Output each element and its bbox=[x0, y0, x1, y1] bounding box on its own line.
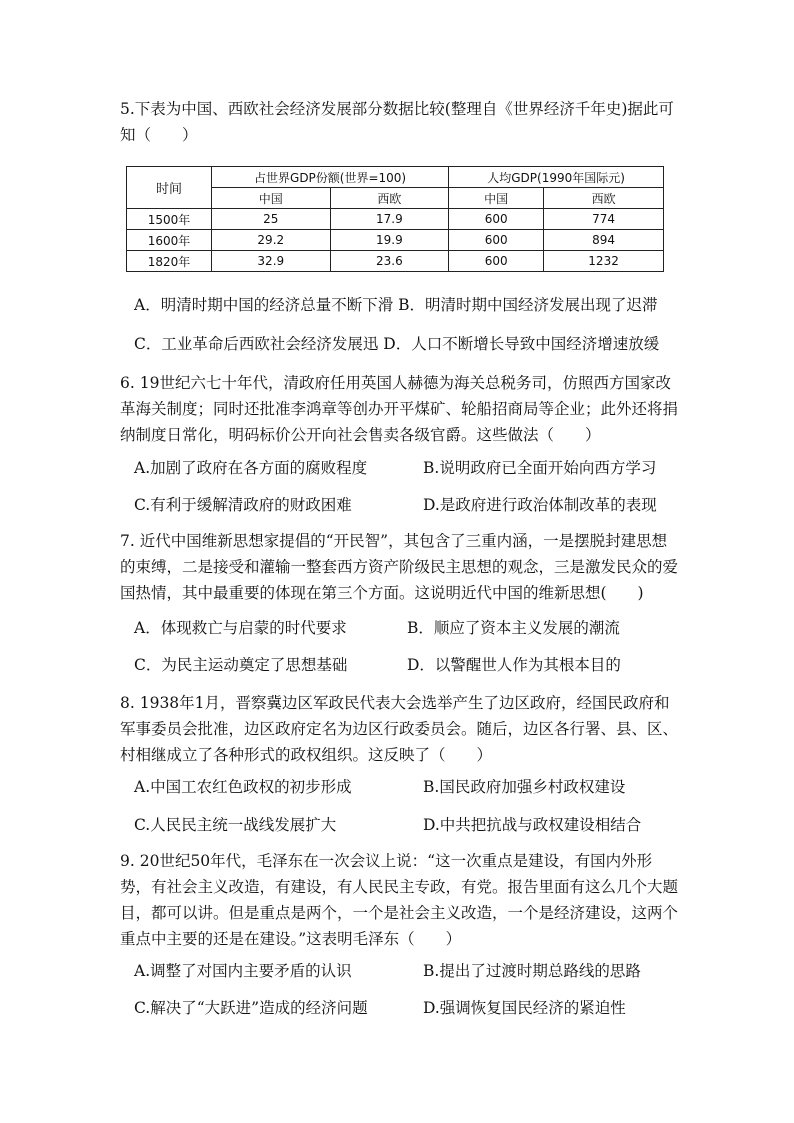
table-header-gdp-per-capita: 人均GDP(1990年国际元) bbox=[449, 167, 664, 188]
table-cell: 600 bbox=[449, 230, 544, 251]
q6-option-b: B.说明政府已全面开始向西方学习 bbox=[423, 459, 657, 477]
table-cell: 600 bbox=[449, 251, 544, 272]
table-cell: 23.6 bbox=[330, 251, 449, 272]
table-subheader: 中国 bbox=[449, 188, 544, 209]
question-6-stem: 6. 19世纪六七十年代，清政府任用英国人赫德为海关总税务司，仿照西方国家改革海关制度；同时还批准李鸿章等创办开平煤矿、轮船招商局等企业；此外还将捐纳制度日常化，明码标价公开向社会售卖各级官爵。这些做法（ ） bbox=[120, 374, 679, 444]
table-row bbox=[127, 230, 664, 251]
q9-option-c: C.解决了“大跃进”造成的经济问题 bbox=[134, 999, 368, 1017]
q5-options-cd: C．工业革命后西欧社会经济发展迅 D．人口不断增长导致中国经济增速放缓 bbox=[134, 335, 660, 353]
q9-option-a: A.调整了对国内主要矛盾的认识 bbox=[134, 962, 352, 980]
q7-option-b: B．顺应了资本主义发展的潮流 bbox=[407, 619, 620, 637]
q7-option-a: A．体现救亡与启蒙的时代要求 bbox=[134, 619, 347, 637]
table-cell: 1232 bbox=[544, 251, 664, 272]
q8-option-d: D.中共把抗战与政权建设相结合 bbox=[423, 816, 642, 834]
q7-option-d: D．以警醒世人作为其根本目的 bbox=[407, 656, 621, 674]
q6-option-a: A.加剧了政府在各方面的腐败程度 bbox=[134, 459, 368, 477]
q8-option-a: A.中国工农红色政权的初步形成 bbox=[134, 778, 352, 796]
table-row bbox=[127, 209, 664, 230]
q6-option-d: D.是政府进行政治体制改革的表现 bbox=[423, 496, 657, 514]
table-cell: 17.9 bbox=[330, 209, 449, 230]
table-cell: 1600年 bbox=[127, 230, 212, 251]
table-subheader: 中国 bbox=[212, 188, 331, 209]
table-subheader: 西欧 bbox=[544, 188, 664, 209]
table-cell: 600 bbox=[449, 209, 544, 230]
question-8-stem: 8. 1938年1月，晋察冀边区军政民代表大会选举产生了边区政府，经国民政府和军事委员会批准，边区政府定名为边区行政委员会。随后，边区各行署、县、区、村相继成立了各种形式的政权组织。这反映了（ ） bbox=[120, 694, 679, 764]
table-cell: 1500年 bbox=[127, 209, 212, 230]
q7-option-c: C．为民主运动奠定了思想基础 bbox=[134, 656, 348, 674]
table-cell: 774 bbox=[544, 209, 664, 230]
q8-option-c: C.人民民主统一战线发展扩大 bbox=[134, 816, 337, 834]
table-cell: 19.9 bbox=[330, 230, 449, 251]
table-row bbox=[127, 251, 664, 272]
table-cell: 32.9 bbox=[212, 251, 331, 272]
table-cell: 1820年 bbox=[127, 251, 212, 272]
table-cell: 29.2 bbox=[212, 230, 331, 251]
table-cell: 894 bbox=[544, 230, 664, 251]
q6-option-c: C.有利于缓解清政府的财政困难 bbox=[134, 496, 352, 514]
table-header-gdp-share: 占世界GDP份额(世界=100) bbox=[212, 167, 449, 188]
question-7-stem: 7. 近代中国维新思想家提倡的“开民智”，其包含了三重内涵，一是摆脱封建思想的束缚，二是接受和灌输一整套西方资产阶级民主思想的观念，三是激发民众的爱国热情，其中最重要的体现在第三个方面。这说明近代中国的维新思想( ) bbox=[120, 532, 679, 602]
q9-option-d: D.强调恢复国民经济的紧迫性 bbox=[423, 999, 626, 1017]
question-5-stem: 5.下表为中国、西欧社会经济发展部分数据比较(整理自《世界经济千年史)据此可知（ ） bbox=[120, 100, 674, 144]
table-subheader: 西欧 bbox=[330, 188, 449, 209]
q5-options-ab: A．明清时期中国的经济总量不断下滑 B．明清时期中国经济发展出现了迟滞 bbox=[134, 296, 658, 314]
question-9-stem: 9. 20世纪50年代，毛泽东在一次会议上说：“这一次重点是建设，有国内外形势，有社会主义改造，有建设，有人民民主专政，有党。报告里面有这么几个大题目，都可以讲。但是重点是两个，一个是社会主义改造，一个是经济建设，这两个重点中主要的还是在建设。”这表明毛泽东（ ） bbox=[120, 852, 679, 948]
q8-option-b: B.国民政府加强乡村政权建设 bbox=[423, 778, 626, 796]
table-cell: 25 bbox=[212, 209, 331, 230]
q9-option-b: B.提出了过渡时期总路线的思路 bbox=[423, 962, 641, 980]
table-header-time: 时间 bbox=[127, 167, 212, 209]
q5-data-table bbox=[126, 166, 664, 272]
